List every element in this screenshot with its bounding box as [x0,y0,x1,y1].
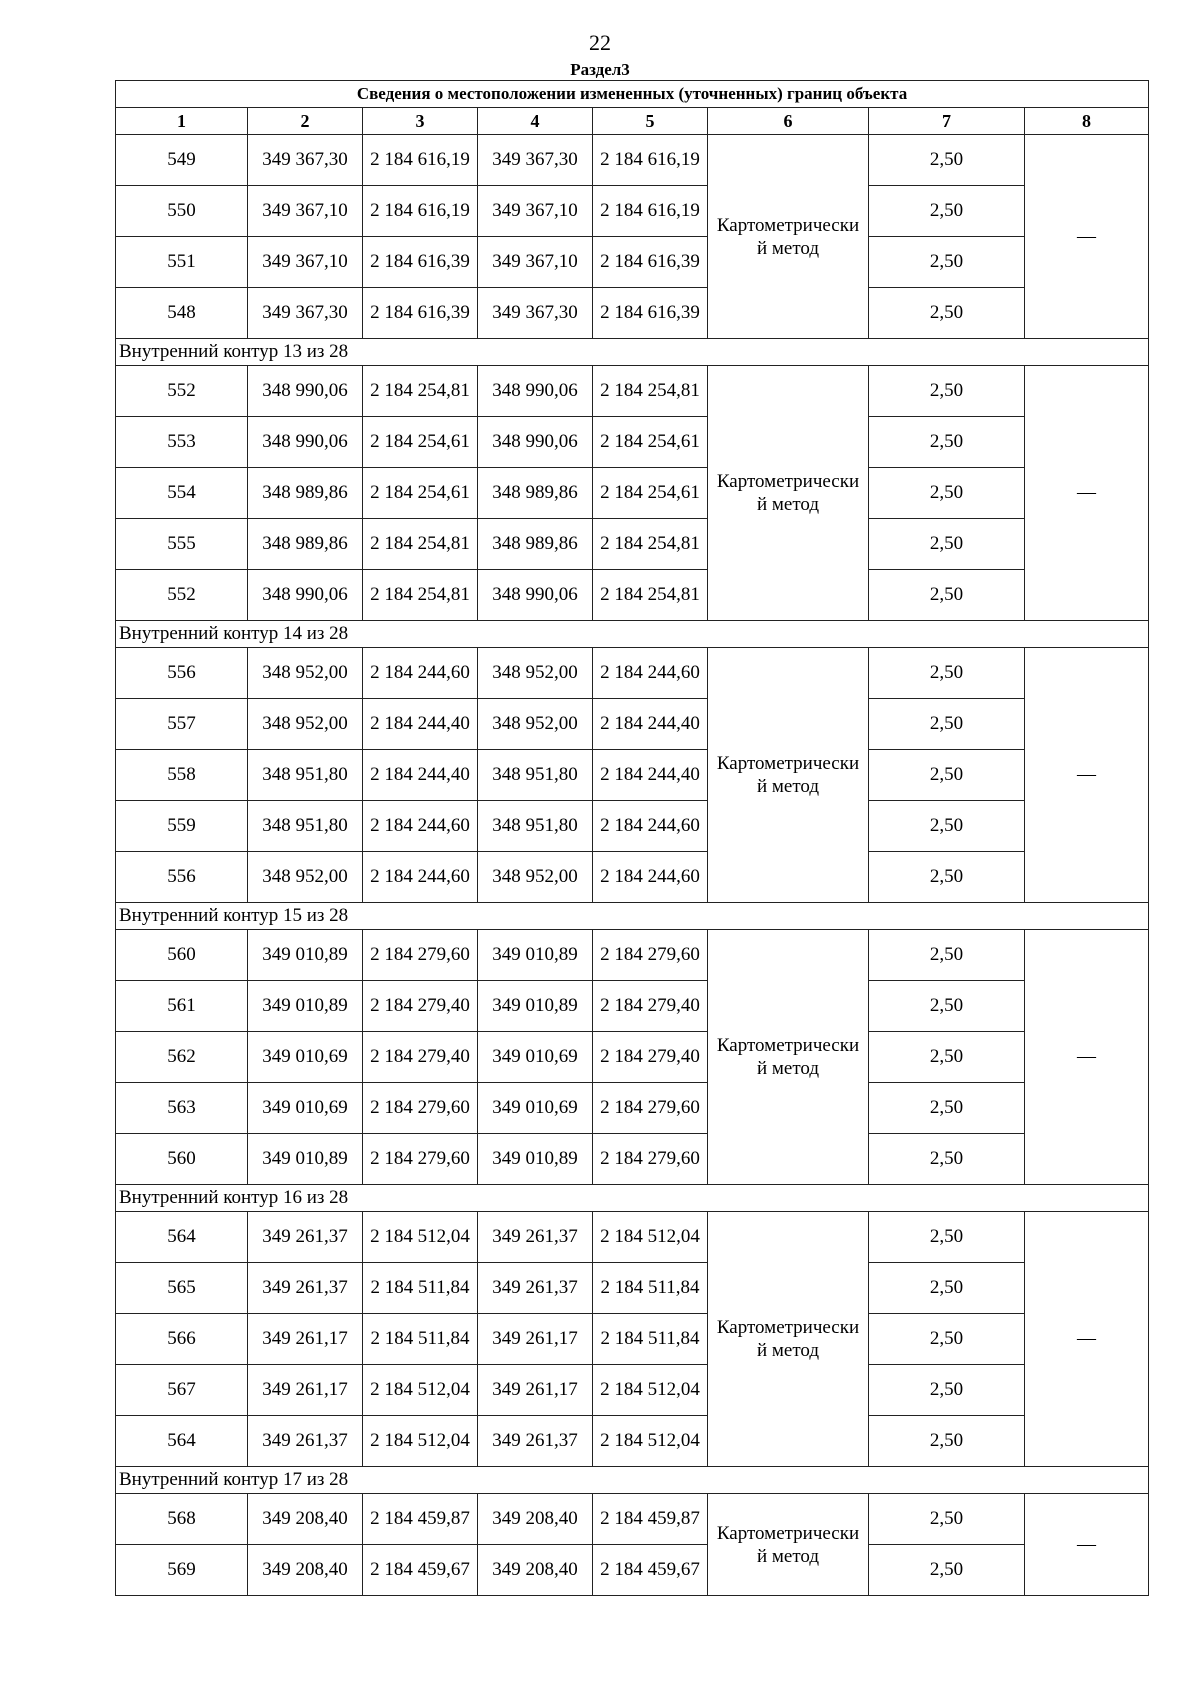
table-row [116,1494,1149,1545]
point-number-cell: 563 [116,1083,248,1134]
x-new-cell: 348 989,86 [478,468,593,519]
x-old-cell: 348 952,00 [248,852,363,903]
y-old-cell: 2 184 512,04 [363,1365,478,1416]
y-old-cell: 2 184 279,60 [363,1083,478,1134]
y-old-cell: 2 184 244,40 [363,750,478,801]
accuracy-cell: 2,50 [869,801,1025,852]
accuracy-cell: 2,50 [869,186,1025,237]
table-row [116,1416,1149,1467]
method-cell: Картометрически й метод [708,366,869,621]
y-new-cell: 2 184 279,60 [593,930,708,981]
column-header-6: 6 [708,108,869,135]
point-number-cell: 564 [116,1212,248,1263]
x-new-cell: 349 010,89 [478,981,593,1032]
accuracy-cell: 2,50 [869,750,1025,801]
point-number-cell: 562 [116,1032,248,1083]
x-new-cell: 349 261,37 [478,1263,593,1314]
point-number-cell: 551 [116,237,248,288]
y-new-cell: 2 184 512,04 [593,1365,708,1416]
point-number-cell: 561 [116,981,248,1032]
y-old-cell: 2 184 512,04 [363,1212,478,1263]
point-number-cell: 560 [116,930,248,981]
x-new-cell: 349 367,10 [478,186,593,237]
table-row [116,288,1149,339]
y-old-cell: 2 184 254,61 [363,468,478,519]
note-cell: — [1025,1494,1149,1596]
accuracy-cell: 2,50 [869,570,1025,621]
y-new-cell: 2 184 244,40 [593,699,708,750]
x-new-cell: 349 261,17 [478,1365,593,1416]
x-new-cell: 348 990,06 [478,570,593,621]
table-row [116,930,1149,981]
x-old-cell: 349 261,37 [248,1212,363,1263]
point-number-cell: 569 [116,1545,248,1596]
point-number-cell: 556 [116,852,248,903]
method-cell: Картометрически й метод [708,1212,869,1467]
x-new-cell: 349 261,37 [478,1416,593,1467]
table-row [116,186,1149,237]
x-old-cell: 349 261,17 [248,1365,363,1416]
table-row [116,417,1149,468]
column-header-3: 3 [363,108,478,135]
x-old-cell: 348 990,06 [248,366,363,417]
x-old-cell: 349 367,30 [248,288,363,339]
y-old-cell: 2 184 512,04 [363,1416,478,1467]
point-number-cell: 554 [116,468,248,519]
contour-label: Внутренний контур 13 из 28 [116,339,1149,366]
y-new-cell: 2 184 254,81 [593,519,708,570]
y-new-cell: 2 184 512,04 [593,1212,708,1263]
x-old-cell: 348 951,80 [248,750,363,801]
y-old-cell: 2 184 254,81 [363,519,478,570]
x-old-cell: 348 952,00 [248,648,363,699]
y-old-cell: 2 184 254,81 [363,366,478,417]
point-number-cell: 560 [116,1134,248,1185]
point-number-cell: 565 [116,1263,248,1314]
contour-label: Внутренний контур 15 из 28 [116,903,1149,930]
point-number-cell: 559 [116,801,248,852]
accuracy-cell: 2,50 [869,417,1025,468]
point-number-cell: 548 [116,288,248,339]
accuracy-cell: 2,50 [869,1212,1025,1263]
x-old-cell: 348 990,06 [248,417,363,468]
y-new-cell: 2 184 244,60 [593,852,708,903]
x-new-cell: 349 367,10 [478,237,593,288]
accuracy-cell: 2,50 [869,699,1025,750]
note-cell: — [1025,648,1149,903]
table-row [116,1314,1149,1365]
x-new-cell: 349 261,17 [478,1314,593,1365]
y-new-cell: 2 184 279,60 [593,1134,708,1185]
table-row [116,468,1149,519]
contour-row [116,903,1149,930]
y-old-cell: 2 184 279,60 [363,930,478,981]
x-old-cell: 349 367,30 [248,135,363,186]
accuracy-cell: 2,50 [869,1365,1025,1416]
accuracy-cell: 2,50 [869,1314,1025,1365]
y-old-cell: 2 184 511,84 [363,1263,478,1314]
y-old-cell: 2 184 459,87 [363,1494,478,1545]
y-old-cell: 2 184 616,39 [363,288,478,339]
x-old-cell: 349 208,40 [248,1494,363,1545]
y-new-cell: 2 184 244,40 [593,750,708,801]
x-new-cell: 349 367,30 [478,135,593,186]
column-header-2: 2 [248,108,363,135]
y-new-cell: 2 184 279,60 [593,1083,708,1134]
method-cell: Картометрически й метод [708,648,869,903]
accuracy-cell: 2,50 [869,1263,1025,1314]
y-old-cell: 2 184 254,61 [363,417,478,468]
y-old-cell: 2 184 254,81 [363,570,478,621]
contour-row [116,339,1149,366]
note-cell: — [1025,930,1149,1185]
x-old-cell: 349 010,89 [248,930,363,981]
accuracy-cell: 2,50 [869,1416,1025,1467]
point-number-cell: 567 [116,1365,248,1416]
point-number-cell: 549 [116,135,248,186]
point-number-cell: 564 [116,1416,248,1467]
table-row [116,852,1149,903]
y-new-cell: 2 184 512,04 [593,1416,708,1467]
point-number-cell: 557 [116,699,248,750]
contour-row [116,1467,1149,1494]
x-old-cell: 349 010,69 [248,1083,363,1134]
accuracy-cell: 2,50 [869,648,1025,699]
x-new-cell: 348 990,06 [478,417,593,468]
y-old-cell: 2 184 616,19 [363,135,478,186]
x-old-cell: 349 367,10 [248,186,363,237]
accuracy-cell: 2,50 [869,519,1025,570]
x-new-cell: 349 208,40 [478,1545,593,1596]
y-old-cell: 2 184 279,40 [363,981,478,1032]
table-row [116,1134,1149,1185]
x-new-cell: 348 990,06 [478,366,593,417]
table-row [116,648,1149,699]
y-new-cell: 2 184 616,19 [593,186,708,237]
y-old-cell: 2 184 616,19 [363,186,478,237]
page-number: 22 [589,30,611,55]
table-row [116,699,1149,750]
accuracy-cell: 2,50 [869,288,1025,339]
y-new-cell: 2 184 616,39 [593,237,708,288]
y-old-cell: 2 184 244,40 [363,699,478,750]
y-new-cell: 2 184 616,19 [593,135,708,186]
x-old-cell: 348 952,00 [248,699,363,750]
boundary-table [115,80,1149,1596]
y-new-cell: 2 184 511,84 [593,1314,708,1365]
accuracy-cell: 2,50 [869,366,1025,417]
point-number-cell: 555 [116,519,248,570]
y-old-cell: 2 184 511,84 [363,1314,478,1365]
point-number-cell: 552 [116,366,248,417]
column-header-row [116,108,1149,135]
section-title: Раздел3 [570,60,630,79]
x-new-cell: 348 952,00 [478,699,593,750]
table-row [116,1032,1149,1083]
y-new-cell: 2 184 459,67 [593,1545,708,1596]
contour-row [116,1185,1149,1212]
x-old-cell: 349 208,40 [248,1545,363,1596]
x-old-cell: 349 261,37 [248,1263,363,1314]
x-new-cell: 349 261,37 [478,1212,593,1263]
x-new-cell: 349 010,89 [478,1134,593,1185]
y-old-cell: 2 184 244,60 [363,852,478,903]
table-row [116,1263,1149,1314]
accuracy-cell: 2,50 [869,468,1025,519]
x-new-cell: 349 367,30 [478,288,593,339]
x-new-cell: 348 952,00 [478,852,593,903]
x-old-cell: 349 261,17 [248,1314,363,1365]
contour-row [116,621,1149,648]
x-old-cell: 349 261,37 [248,1416,363,1467]
x-old-cell: 348 989,86 [248,519,363,570]
table-row [116,801,1149,852]
table-row [116,750,1149,801]
method-cell: Картометрически й метод [708,1494,869,1596]
accuracy-cell: 2,50 [869,1032,1025,1083]
x-old-cell: 349 010,69 [248,1032,363,1083]
x-new-cell: 349 010,69 [478,1083,593,1134]
accuracy-cell: 2,50 [869,135,1025,186]
x-new-cell: 349 010,89 [478,930,593,981]
method-cell: Картометрически й метод [708,135,869,339]
x-new-cell: 348 989,86 [478,519,593,570]
point-number-cell: 556 [116,648,248,699]
accuracy-cell: 2,50 [869,930,1025,981]
table-row [116,1545,1149,1596]
table-row [116,237,1149,288]
accuracy-cell: 2,50 [869,1494,1025,1545]
method-cell: Картометрически й метод [708,930,869,1185]
point-number-cell: 553 [116,417,248,468]
x-old-cell: 349 010,89 [248,1134,363,1185]
y-new-cell: 2 184 254,61 [593,417,708,468]
y-new-cell: 2 184 279,40 [593,1032,708,1083]
table-row [116,519,1149,570]
x-new-cell: 349 208,40 [478,1494,593,1545]
y-new-cell: 2 184 616,39 [593,288,708,339]
x-old-cell: 349 010,89 [248,981,363,1032]
x-new-cell: 349 010,69 [478,1032,593,1083]
x-old-cell: 348 951,80 [248,801,363,852]
note-cell: — [1025,1212,1149,1467]
point-number-cell: 552 [116,570,248,621]
table-body [116,81,1149,1596]
y-old-cell: 2 184 279,60 [363,1134,478,1185]
column-header-7: 7 [869,108,1025,135]
y-new-cell: 2 184 279,40 [593,981,708,1032]
column-header-5: 5 [593,108,708,135]
column-header-4: 4 [478,108,593,135]
table-title: Сведения о местоположении измененных (уточненных) границ объекта [116,81,1149,108]
y-old-cell: 2 184 244,60 [363,801,478,852]
table-row [116,570,1149,621]
y-new-cell: 2 184 459,87 [593,1494,708,1545]
table-row [116,366,1149,417]
accuracy-cell: 2,50 [869,1545,1025,1596]
table-row [116,1365,1149,1416]
point-number-cell: 550 [116,186,248,237]
table-row [116,1083,1149,1134]
y-old-cell: 2 184 279,40 [363,1032,478,1083]
contour-label: Внутренний контур 16 из 28 [116,1185,1149,1212]
table-title-row [116,81,1149,108]
y-new-cell: 2 184 254,61 [593,468,708,519]
x-new-cell: 348 951,80 [478,750,593,801]
x-old-cell: 348 989,86 [248,468,363,519]
y-new-cell: 2 184 244,60 [593,648,708,699]
point-number-cell: 568 [116,1494,248,1545]
column-header-8: 8 [1025,108,1149,135]
table-row [116,1212,1149,1263]
accuracy-cell: 2,50 [869,1134,1025,1185]
y-old-cell: 2 184 616,39 [363,237,478,288]
contour-label: Внутренний контур 17 из 28 [116,1467,1149,1494]
x-new-cell: 348 952,00 [478,648,593,699]
column-header-1: 1 [116,108,248,135]
accuracy-cell: 2,50 [869,852,1025,903]
accuracy-cell: 2,50 [869,981,1025,1032]
y-new-cell: 2 184 254,81 [593,366,708,417]
x-old-cell: 348 990,06 [248,570,363,621]
table-row [116,135,1149,186]
point-number-cell: 566 [116,1314,248,1365]
y-old-cell: 2 184 244,60 [363,648,478,699]
y-old-cell: 2 184 459,67 [363,1545,478,1596]
accuracy-cell: 2,50 [869,237,1025,288]
y-new-cell: 2 184 511,84 [593,1263,708,1314]
note-cell: — [1025,366,1149,621]
contour-label: Внутренний контур 14 из 28 [116,621,1149,648]
note-cell: — [1025,135,1149,339]
point-number-cell: 558 [116,750,248,801]
accuracy-cell: 2,50 [869,1083,1025,1134]
x-new-cell: 348 951,80 [478,801,593,852]
x-old-cell: 349 367,10 [248,237,363,288]
y-new-cell: 2 184 254,81 [593,570,708,621]
y-new-cell: 2 184 244,60 [593,801,708,852]
table-row [116,981,1149,1032]
